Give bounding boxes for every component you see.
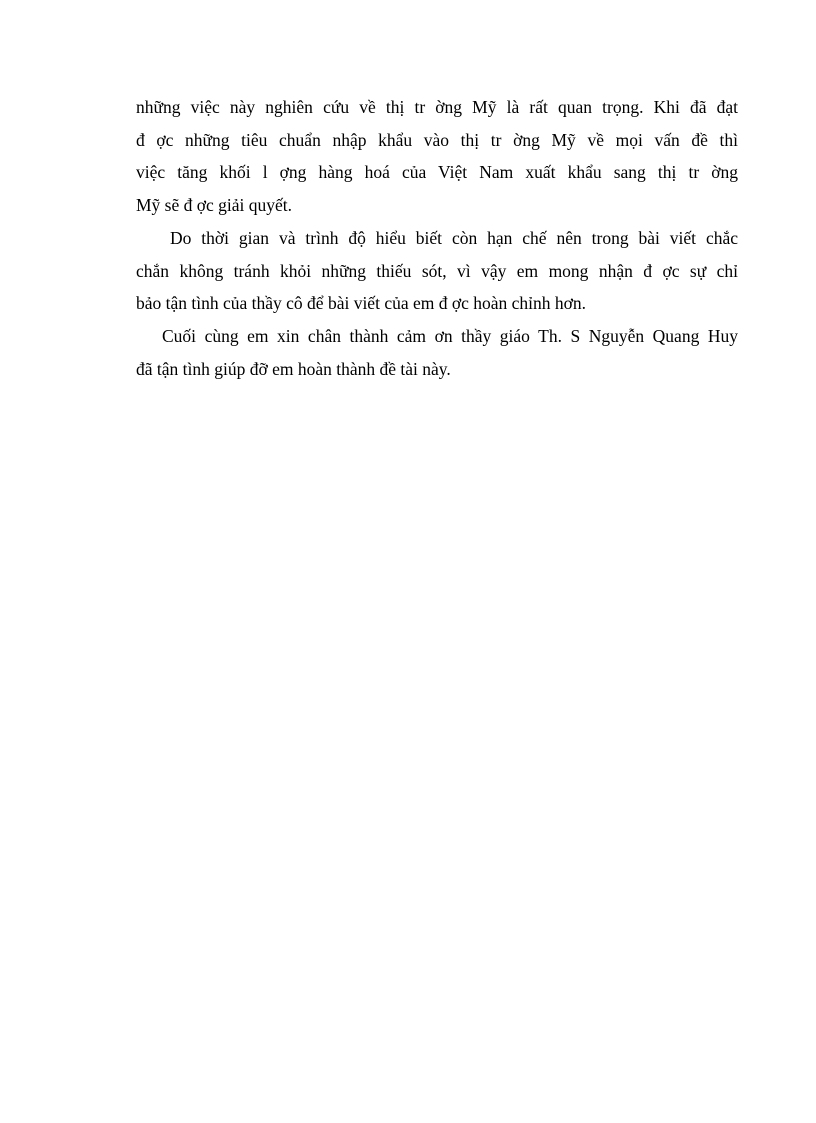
text-line: Do thời gian và trình độ hiểu biết còn hạn chế nên trong bài viết chắc	[170, 227, 738, 248]
text-line: đ ợc những tiêu chuẩn nhập khẩu vào thị tr ờng Mỹ về mọi vấn đề thì	[136, 129, 738, 150]
text-line: Mỹ sẽ đ ợc giải quyết.	[136, 195, 293, 216]
paragraph-3	[136, 320, 738, 385]
text-line: bảo tận tình của thầy cô để bài viết của em đ ợc hoàn chỉnh hơn.	[136, 293, 587, 314]
text-line: chắn không tránh khỏi những thiếu sót, vì vậy em mong nhận đ ợc sự chỉ	[136, 260, 738, 281]
body-text	[136, 91, 738, 385]
text-line: Cuối cùng em xin chân thành cảm ơn thầy giáo Th. S Nguyễn Quang Huy	[162, 325, 738, 346]
paragraph-2	[136, 222, 738, 320]
text-line: những việc này nghiên cứu về thị tr ờng Mỹ là rất quan trọng. Khi đã đạt	[136, 97, 738, 117]
paragraph-1	[136, 91, 738, 222]
text-line: việc tăng khối l ợng hàng hoá của Việt Nam xuất khẩu sang thị tr ờng	[136, 162, 738, 183]
text-line: đã tận tình giúp đỡ em hoàn thành đề tài này.	[136, 358, 451, 379]
